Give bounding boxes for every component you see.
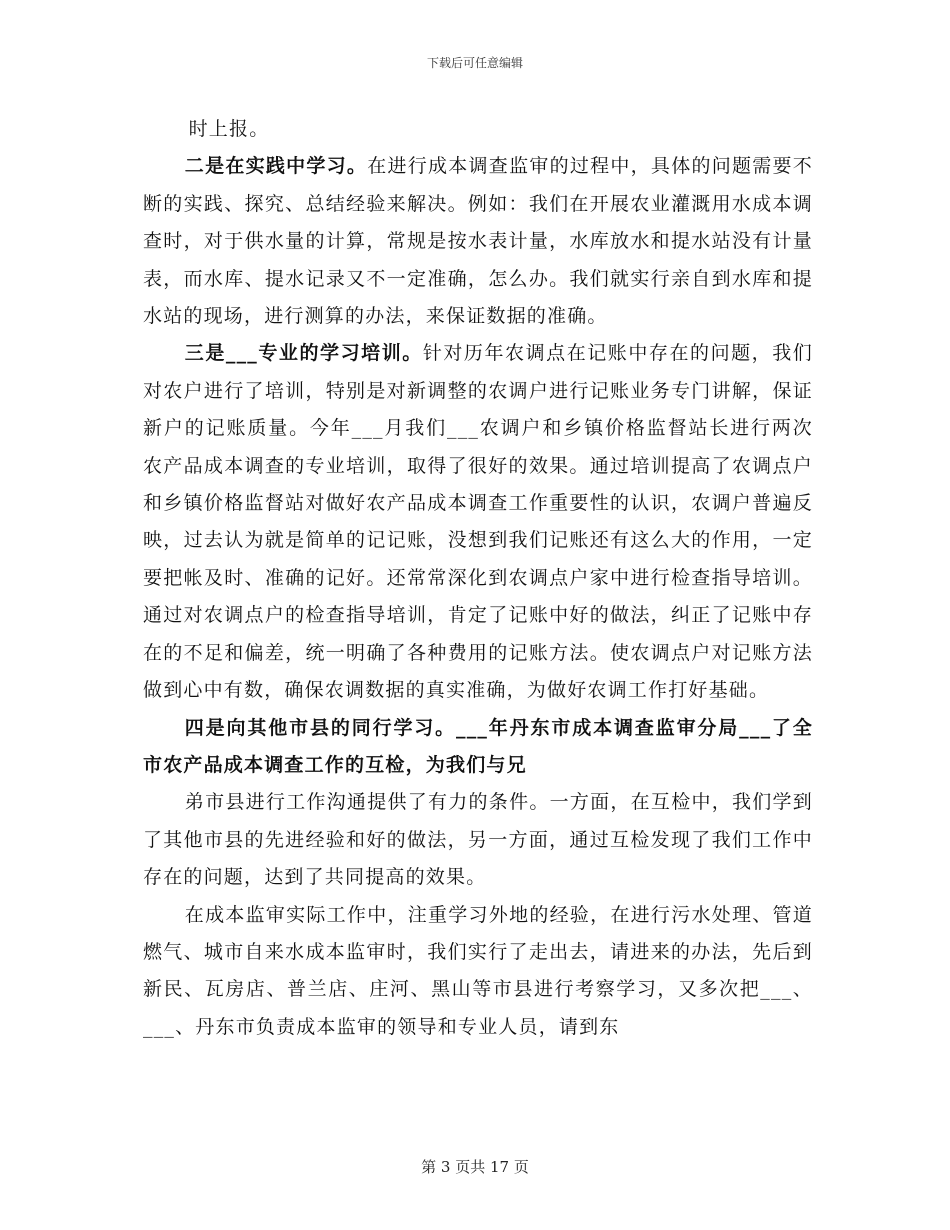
page-header: 下载后可任意编辑 (426, 56, 523, 70)
paragraph-2-heading: 二是在实践中学习。 (184, 155, 368, 178)
paragraph-5-text: 弟市县进行工作沟通提供了有力的条件。一方面，在互检中，我们学到了其他市县的先进经验和好的做法，另一方面，通过互检发现了我们工作中存在的问题，达到了共同提高的效果。 (143, 791, 813, 889)
paragraph-3-text: 针对历年农调点在记账中存在的问题，我们对农户进行了培训，特别是对新调整的农调户进行记账业务专门讲解，保证新户的记账质量。今年___月我们___农调户和乡镇价格监督站长进行两次农产品成本调查的专业培训，取得了很好的效果。通过培训提高了农调点户和乡镇价格监督站对做好农产品成本调查工作重要性的认识，农调户普遍反映，过去认为就是简单的记记账，没想到我们记账还有这么大的作用，一定要把帐及时、准确的记好。还常常深化到农调点户家中进行检查指导培训。通过对农调点户的检查指导培训，肯定了记账中好的做法，纠正了记账中存在的不足和偏差，统一明确了各种费用的记账方法。使农调点户对记账方法做到心中有数，确保农调数据的真实准确，为做好农调工作打好基础。 (143, 342, 813, 702)
page-footer: 第 3 页共 17 页 (421, 1158, 529, 1176)
document-body (143, 111, 813, 1046)
paragraph-2-text: 在进行成本调查监审的过程中，具体的问题需要不断的实践、探究、总结经验来解决。例如：我们在开展农业灌溉用水成本调查时，对于供水量的计算，常规是按水表计量，水库放水和提水站没有计量表，而水库、提水记录又不一定准确，怎么办。我们就实行亲自到水库和提水站的现场，进行测算的办法，来保证数据的准确。 (143, 155, 813, 328)
paragraph-1 (143, 111, 813, 148)
paragraph-3 (143, 335, 813, 709)
paragraph-1-text: 时上报。 (188, 118, 270, 140)
paragraph-6-text: 在成本监审实际工作中，注重学习外地的经验，在进行污水处理、管道燃气、城市自来水成本监审时，我们实行了走出去，请进来的办法，先后到新民、瓦房店、普兰店、庄河、黑山等市县进行考察学习，又多次把___、___、丹东市负责成本监审的领导和专业人员，请到东 (143, 903, 813, 1038)
paragraph-6 (143, 897, 813, 1047)
paragraph-3-heading: 三是___专业的学习培训。 (184, 342, 423, 365)
paragraph-4 (143, 710, 813, 785)
paragraph-4-heading: 四是向其他市县的同行学习。___年丹东市成本调查监审分局___了全市农产品成本调查工作的互检，为我们与兄 (143, 716, 813, 776)
paragraph-2 (143, 148, 813, 335)
paragraph-5 (143, 784, 813, 896)
